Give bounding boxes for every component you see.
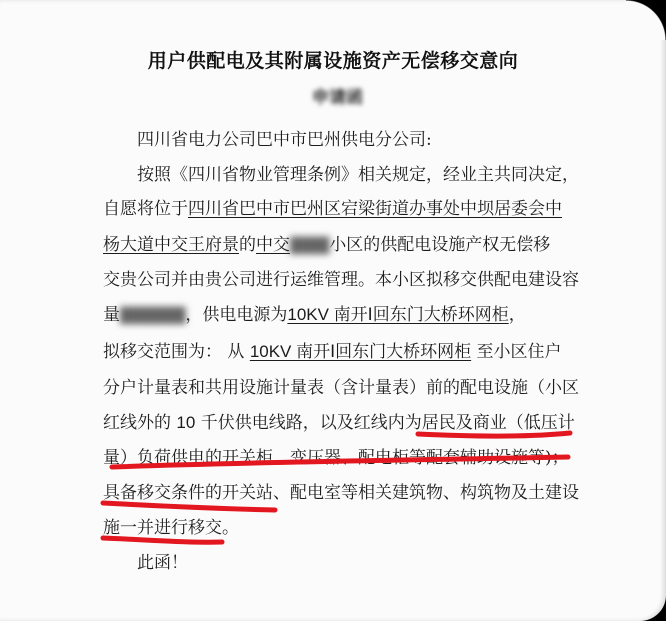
paragraph-line-6 bbox=[103, 337, 562, 362]
power-source-underlined: 10KV 南开Ⅰ回东门大桥环网柜 bbox=[287, 305, 509, 324]
document-title: 用户供配电及其附属设施资产无偿移交意向 bbox=[147, 50, 519, 72]
salutation: 四川省电力公司巴中市巴州供电分公司: bbox=[137, 130, 432, 150]
page-corner bbox=[626, 0, 666, 40]
line-8-voltage: 10 bbox=[176, 413, 196, 432]
line-6-rest: 至小区住户 bbox=[476, 342, 562, 362]
line-3-rest: 小区的供配电设施产权无偿移 bbox=[329, 235, 551, 255]
paragraph-line-10: 具备移交条件的开关站、配电室等相关建筑物、构筑物及土建设 bbox=[103, 483, 579, 503]
road-underlined: 杨大道中交王府景 bbox=[103, 235, 239, 255]
redacted-community-name: ▇▇▇ bbox=[290, 235, 330, 255]
paragraph-line-3 bbox=[103, 230, 550, 255]
line-5-lead: 量 bbox=[103, 305, 120, 325]
paragraph-line-2 bbox=[103, 194, 562, 219]
line-6-lead: 拟移交范围为： 从 bbox=[103, 342, 245, 362]
paragraph-line-11: 施一并进行移交。 bbox=[103, 518, 239, 538]
document-subtitle: 申请函 bbox=[312, 88, 363, 108]
red-underline-mark-1 bbox=[418, 433, 570, 436]
line-8-rest: 千伏供电线路，以及红线内为居民及商业（低压计 bbox=[200, 413, 575, 433]
range-start-underlined: 10KV 南开Ⅰ回东门大桥环网柜 bbox=[249, 342, 472, 361]
community-name-underlined: 中交 bbox=[256, 235, 290, 255]
red-underline-mark-4 bbox=[103, 538, 222, 542]
address-underlined: 四川省巴中市巴州区宕梁街道办事处中坝居委会中 bbox=[188, 199, 562, 219]
red-underline-mark-3 bbox=[103, 503, 275, 510]
line-2-lead: 自愿将位于 bbox=[103, 199, 188, 219]
line-5-comma: ， bbox=[508, 305, 526, 325]
paragraph-line-7: 分户计量表和共用设施计量表（含计量表）前的配电设施（小区 bbox=[103, 378, 579, 398]
line-5-source-label: ，供电电源为 bbox=[185, 305, 288, 325]
paragraph-line-4: 交贵公司并由贵公司进行运维管理。本小区拟移交供配电建设容 bbox=[103, 270, 579, 290]
paragraph-line-1: 按照《四川省物业管理条例》相关规定，经业主共同决定， bbox=[137, 165, 579, 185]
paragraph-line-8 bbox=[103, 408, 575, 433]
paragraph-line-5 bbox=[103, 300, 526, 325]
paragraph-line-9: 量）负荷供电的开关柜、变压器、配电柜等配套辅助设施等)； bbox=[103, 448, 569, 468]
closing-line: 此函！ bbox=[137, 553, 188, 573]
line-8-lead: 红线外的 bbox=[103, 413, 171, 433]
redacted-capacity: ▇▇▇▇▇ bbox=[120, 305, 186, 325]
line-3-of: 的 bbox=[239, 235, 256, 255]
